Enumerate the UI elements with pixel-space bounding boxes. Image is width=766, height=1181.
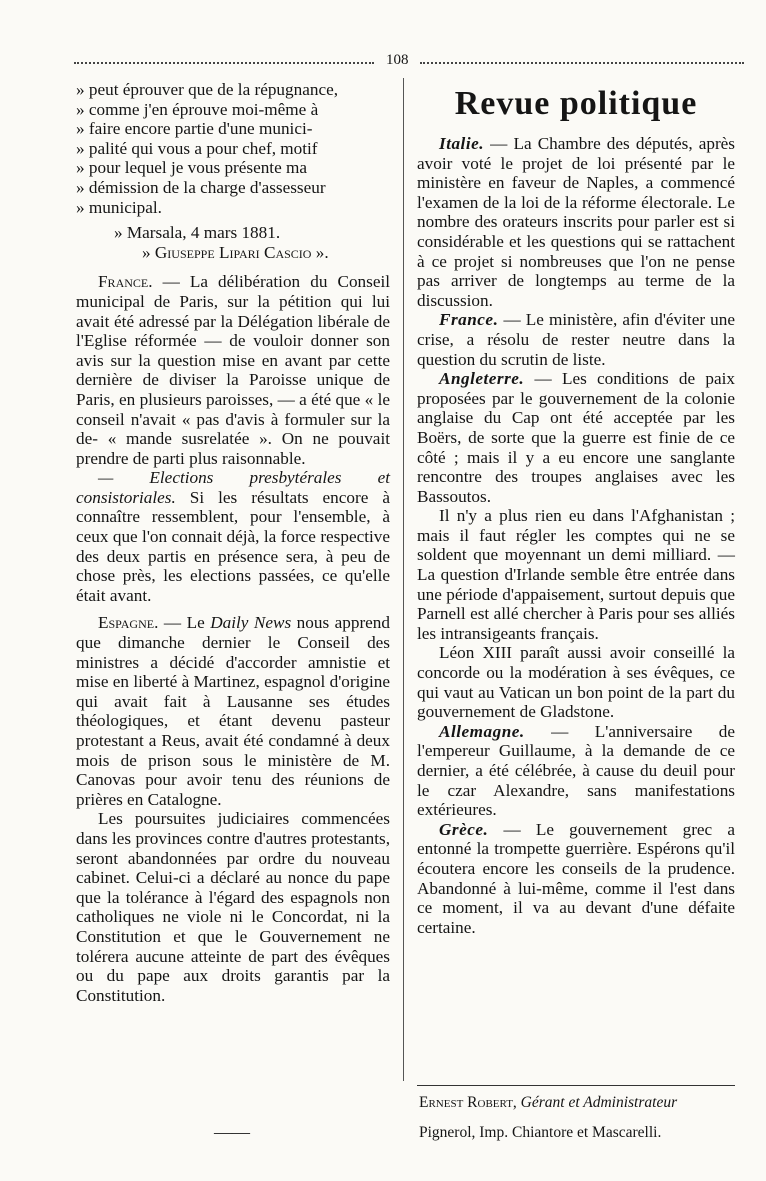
- france-paragraph: [76, 272, 390, 468]
- right-column: [417, 80, 735, 937]
- manager-line: [419, 1094, 735, 1112]
- france-text: — La délibération du Conseil municipal de Paris, sur la pétition qui lui avait été adressé par la Délégation libérale de l'Eglise réformée — de vouloir donner son avis sur la question mise en avant par cette dernière de diviser la Paroisse unique de Paris, en plusieurs paroisses, — a été que « le conseil n'avait « pas d'avis à formuler sur la de- « mande susrelatée ». On ne pouvait prendre de parti plus raisonnable.: [76, 272, 390, 468]
- angleterre-paragraph: [417, 369, 735, 506]
- france-politique-heading: France.: [439, 310, 499, 330]
- quote-line: » palité qui vous a pour chef, motif: [76, 138, 318, 158]
- printer-line: Pignerol, Imp. Chiantore et Mascarelli.: [419, 1124, 662, 1141]
- france-politique-paragraph: [417, 310, 735, 369]
- page-number: 108: [386, 52, 409, 68]
- section-title: Revue politique: [454, 85, 698, 122]
- allemagne-text: — L'anniversaire de l'empereur Guillaume, à la demande de ce dernier, a été célébrée, à cause du deuil pour le czar Alexandre, sans manifestations extérieures.: [417, 721, 735, 820]
- angleterre-text: — Les conditions de paix proposées par le gouvernement de la colonie anglaise du Cap ont été acceptée par les Boërs, de sorte que la guerre est finie de ce côté ; mais il y a eu encore une sanglante rencontre des troupes anglaises avec les Bassoutos.: [417, 369, 735, 506]
- quote-line: » municipal.: [76, 197, 162, 217]
- elections-heading: — Elections presbytérales et consistoriales.: [76, 468, 390, 507]
- italie-paragraph: [417, 134, 735, 310]
- espagne-heading: Espagne.: [98, 613, 159, 633]
- quote-line: » comme j'en éprouve moi-même à: [76, 99, 319, 119]
- allemagne-heading: Allemagne.: [439, 721, 525, 741]
- newspaper-name: Daily News: [210, 613, 292, 633]
- espagne-text: nous apprend que dimanche dernier le Conseil des ministres a décidé d'accorder amnistie et mise en liberté à Martinez, espagnol d'origine qui avait fait à Lausanne ses études théologiques, et étant devenu pasteur protestant a Reus, avait été condamné à deux mois de prison sous le ministère de M. Canovas pour avoir tenu des réunions de prières en Catalogne.: [76, 613, 390, 809]
- afghanistan-paragraph: Il n'y a plus rien eu dans l'Afghanistan ; mais il faut régler les comptes qui ne se soldent que moyennant un demi milliard. — La question d'Irlande semble être entrée dans une période d'appaisement, surtout depuis que Parnell est allé chercher à Paris pour ses alliés les intransigeants français.: [417, 506, 735, 643]
- left-column: [76, 80, 390, 1005]
- italie-text: — La Chambre des députés, après avoir voté le projet de loi présenté par le ministère en faveur de Naples, a commencé l'examen de la loi de la réforme électorale. Le nombre des orateurs inscrits pour parler est si considérable et les questions qui se rattachent à ce projet si nombreuses que l'on ne pense pas arriver de longtemps au terme de la discussion.: [417, 134, 735, 310]
- signature-name: » Giuseppe Lipari Cascio ».: [142, 242, 329, 262]
- header-dotted-rule-left: [74, 62, 374, 64]
- grece-heading: Grèce.: [439, 819, 489, 839]
- espagne-pre: — Le: [158, 613, 211, 633]
- manager-name: Ernest Robert,: [419, 1094, 517, 1111]
- leon-paragraph: Léon XIII paraît aussi avoir conseillé la concorde ou la modération à ses évêques, ce qui vaut au Vatican un bon point de la part du gouvernement de Gladstone.: [417, 643, 735, 722]
- column-divider: [403, 78, 404, 1081]
- signature-place: » Marsala, 4 mars 1881.: [114, 223, 281, 243]
- quote-line: » peut éprouver que de la répugnance,: [76, 80, 338, 99]
- elections-text: Si les résultats encore à connaître ressemblent, pour l'ensemble, à ceux que l'on connait déjà, la force respective des deux partis en présence sera, à peu de chose près, les elections passées, ce qu'elle était avant.: [76, 487, 390, 605]
- quote-line: » faire encore partie d'une munici-: [76, 119, 313, 139]
- grece-paragraph: [417, 820, 735, 938]
- elections-paragraph: [76, 468, 390, 605]
- france-politique-text: — Le ministère, afin d'éviter une crise, a résolu de rester neutre dans la question du scrutin de liste.: [417, 310, 735, 369]
- letter-quote: [76, 80, 390, 217]
- page-header: [74, 52, 744, 72]
- france-heading: France.: [98, 272, 153, 292]
- closing-dash: ——: [214, 1122, 250, 1142]
- header-dotted-rule-right: [420, 62, 744, 64]
- angleterre-heading: Angleterre.: [439, 369, 525, 389]
- italie-heading: Italie.: [439, 134, 485, 153]
- allemagne-paragraph: [417, 722, 735, 820]
- manager-role: Gérant et Administrateur: [516, 1094, 678, 1111]
- quote-line: » pour lequel je vous présente ma: [76, 158, 308, 178]
- espagne-paragraph: [76, 613, 390, 809]
- poursuites-paragraph: Les poursuites judiciaires commencées dans les provinces contre d'autres protestants, seront abandonnées par ordre du nouveau cabinet. Celui-ci a déclaré au nonce du pape que la tolérance à l'égard des espagnols non catholiques ne viole ni le Concordat, ni la Constitution et que le Gouvernement ne tolérera aucune atteinte de part des évêques ou du pape aux droits garantis par la Constitution.: [76, 809, 390, 1005]
- footer-rule: [417, 1085, 735, 1086]
- quote-line: » démission de la charge d'assesseur: [76, 177, 326, 197]
- grece-text: — Le gouvernement grec a entonné la trompette guerrière. Espérons qu'il écoutera encore les conseils de la prudence. Abandonné à lui-même, comme il l'est dans ce moment, il va au devant d'une défaite certaine.: [417, 819, 735, 937]
